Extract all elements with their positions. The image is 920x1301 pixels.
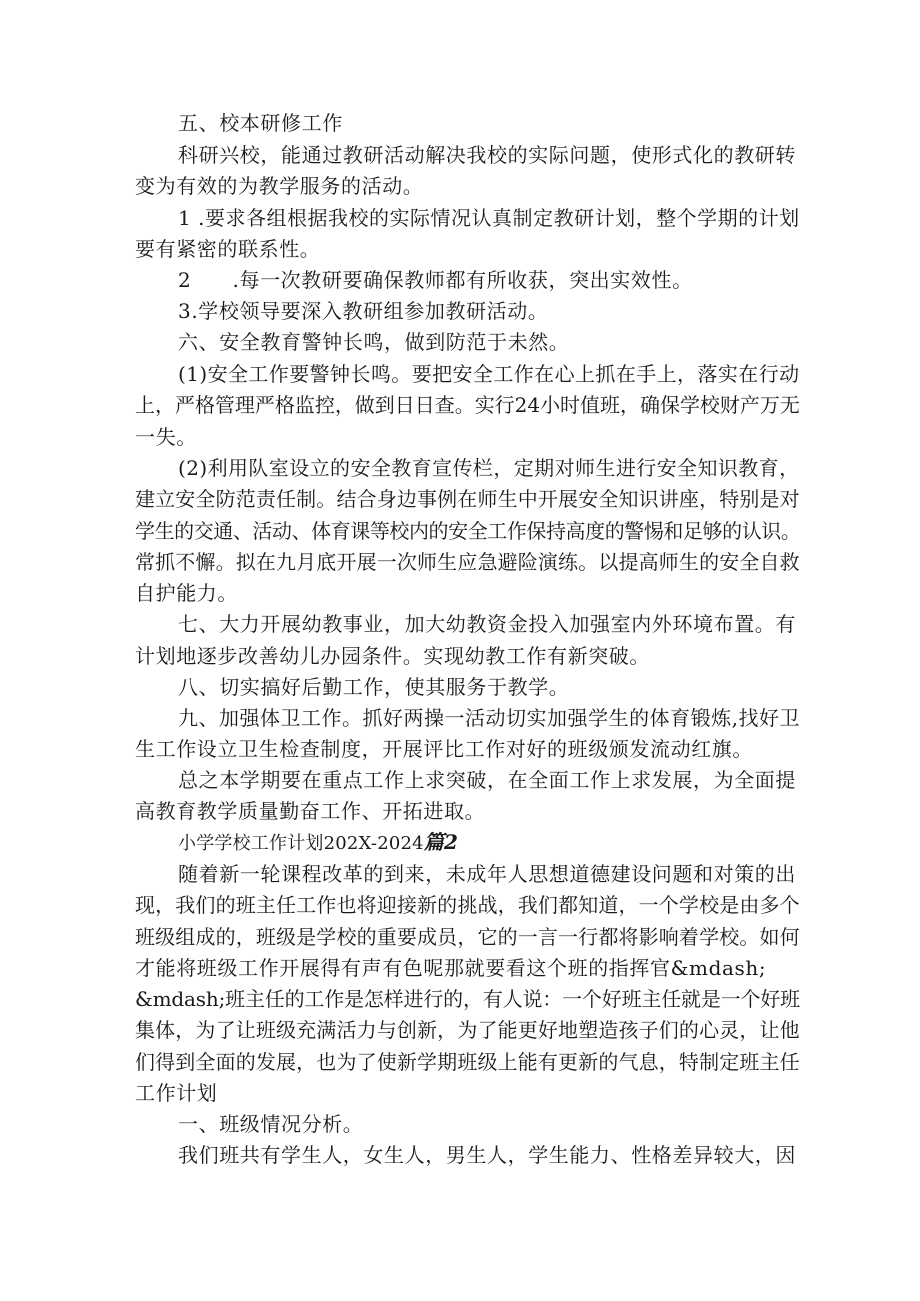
paragraph-line: 集体，为了让班级充满活力与创新，为了能更好地塑造孩子们的心灵，让他 (135, 1018, 800, 1042)
paragraph-line: 一失。 (135, 425, 197, 449)
paragraph-line: 常抓不懈。拟在九月底开展一次师生应急避险演练。以提高师生的安全自救 (135, 550, 800, 574)
paragraph-line: (2)利用队室设立的安全教育宣传栏，定期对师生进行安全知识教育， (178, 456, 800, 480)
section-heading-5: 五、校本研修工作 (178, 111, 343, 135)
paragraph-line: 变为有效的为教学服务的活动。 (135, 174, 424, 198)
paragraph-line: 自护能力。 (135, 581, 238, 605)
list-item-3: 3.学校领导要深入教研组参加教研活动。 (178, 299, 549, 323)
paragraph-line: 们得到全面的发展，也为了使新学期班级上能有更新的气息，特制定班主任 (135, 1050, 800, 1074)
paragraph-line: 学生的交通、活动、体育课等校内的安全工作保持高度的警惕和足够的认识。 (135, 519, 801, 543)
paragraph-line: 高教育教学质量勤奋工作、开拓进取。 (135, 799, 486, 823)
paragraph-line: 班级组成的，班级是学校的重要成员，它的一言一行都将影响着学校。如何 (135, 925, 800, 949)
paragraph-line: 随着新一轮课程改革的到来，未成年人思想道德建设问题和对策的出 (178, 862, 796, 886)
paragraph-line: 上，严格管理严格监控，做到日日查。实行24小时值班，确保学校财产万无 (135, 393, 800, 417)
paragraph-line: 要有紧密的联系性。 (135, 237, 321, 261)
paragraph-line: 生工作设立卫生检查制度，开展评比工作对好的班级颁发流动红旗。 (135, 737, 753, 761)
paragraph-line: 建立安全防范责任制。结合身边事例在师生中开展安全知识讲座，特别是对 (135, 487, 800, 511)
paragraph-line: 总之本学期要在重点工作上求突破，在全面工作上求发展，为全面提 (178, 768, 796, 792)
paragraph-line: 才能将班级工作开展得有声有色呢那就要看这个班的指挥官&mdash; (135, 956, 767, 980)
section-heading-6: 六、安全教育警钟长鸣，做到防范于未然。 (178, 330, 570, 354)
list-item-1: 1 .要求各组根据我校的实际情况认真制定教研计划，整个学期的计划 (178, 206, 800, 230)
section-heading-class: 一、班级情况分析。 (178, 1112, 364, 1136)
paragraph-line: (1)安全工作要警钟长鸣。要把安全工作在心上抓在手上，落实在行动 (178, 362, 800, 386)
list-item-2: 2 .每一次教研要确保教师都有所收获，突出实效性。 (178, 268, 693, 292)
section-heading-8: 八、切实搞好后勤工作，使其服务于教学。 (178, 675, 570, 699)
subheading-text: 小学学校工作计划202X-2024 (178, 833, 424, 854)
subheading (178, 830, 458, 856)
paragraph-line: 计划地逐步改善幼儿办园条件。实现幼教工作有新突破。 (135, 644, 650, 668)
section-heading-9: 九、加强体卫工作。抓好两操一活动切实加强学生的体育锻炼,找好卫 (178, 706, 800, 730)
section-heading-7: 七、大力开展幼教事业，加大幼教资金投入加强室内外环境布置。有 (178, 612, 796, 636)
paragraph-line: 科研兴校，能通过教研活动解决我校的实际问题，使形式化的教研转 (178, 143, 796, 167)
paragraph-line: 工作计划 (135, 1081, 218, 1105)
paragraph-line: &mdash;班主任的工作是怎样进行的，有人说：一个好班主任就是一个好班 (135, 987, 800, 1011)
paragraph-line: 现，我们的班主任工作也将迎接新的挑战，我们都知道，一个学校是由多个 (135, 893, 800, 917)
subheading-emphasis: 篇2 (423, 830, 459, 854)
paragraph-line: 我们班共有学生人，女生人，男生人，学生能力、性格差异较大，因 (178, 1143, 796, 1167)
